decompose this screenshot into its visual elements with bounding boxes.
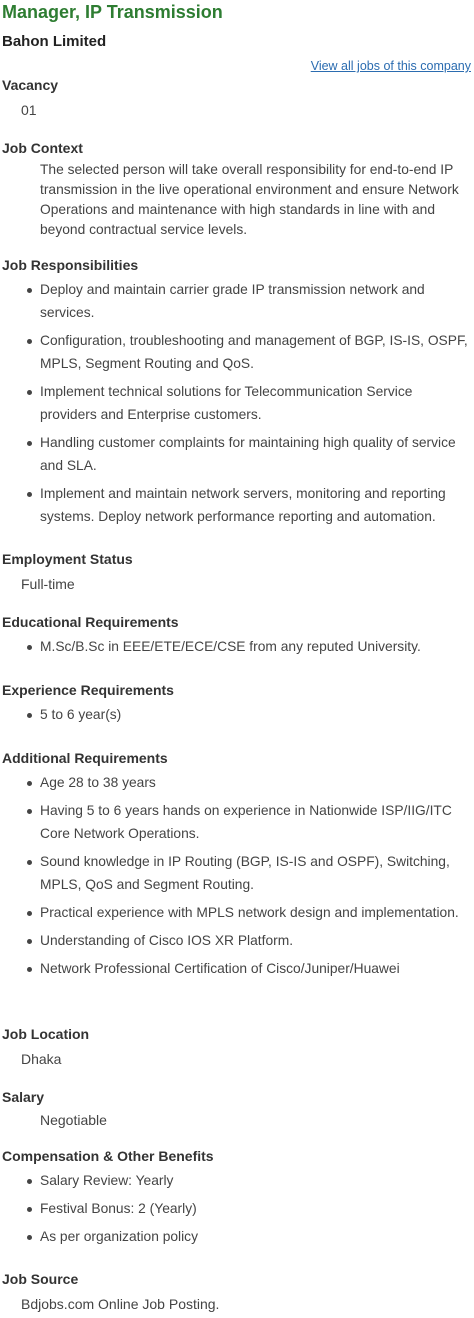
list-item: Practical experience with MPLS network design and implementation. bbox=[0, 901, 470, 924]
salary-heading: Salary bbox=[2, 1089, 45, 1105]
list-item: Having 5 to 6 years hands on experience in Nationwide ISP/IIG/ITC Core Network Operations. bbox=[0, 799, 470, 845]
additional-requirements-list bbox=[0, 771, 470, 985]
list-item: Implement and maintain network servers, monitoring and reporting systems. Deploy network performance reporting and automation. bbox=[0, 482, 470, 528]
vacancy-value: 01 bbox=[21, 102, 37, 118]
job-context-text: The selected person will take overall responsibility for end-to-end IP transmission in the live operational environment and ensure Network Operations and maintenance with high standards in line with and beyond contractual service levels. bbox=[40, 162, 459, 237]
list-item: Salary Review: Yearly bbox=[0, 1169, 470, 1192]
job-context-heading: Job Context bbox=[2, 140, 83, 156]
job-source-heading: Job Source bbox=[2, 1271, 79, 1287]
experience-requirements-list bbox=[0, 703, 470, 731]
list-item: Festival Bonus: 2 (Yearly) bbox=[0, 1197, 470, 1220]
vacancy-heading: Vacancy bbox=[2, 77, 59, 93]
job-title: Manager, IP Transmission bbox=[2, 2, 223, 22]
job-location-heading: Job Location bbox=[2, 1026, 90, 1042]
list-item: Deploy and maintain carrier grade IP transmission network and services. bbox=[0, 278, 470, 324]
list-item: Implement technical solutions for Telecommunication Service providers and Enterprise customers. bbox=[0, 380, 470, 426]
benefits-heading: Compensation & Other Benefits bbox=[2, 1148, 214, 1164]
educational-requirements-heading: Educational Requirements bbox=[2, 614, 179, 630]
list-item: Handling customer complaints for maintaining high quality of service and SLA. bbox=[0, 431, 470, 477]
list-item: 5 to 6 year(s) bbox=[0, 703, 470, 726]
benefits-list bbox=[0, 1169, 470, 1253]
list-item: Network Professional Certification of Cisco/Juniper/Huawei bbox=[0, 957, 470, 980]
list-item: M.Sc/B.Sc in EEE/ETE/ECE/CSE from any reputed University. bbox=[0, 635, 470, 658]
job-location-value: Dhaka bbox=[21, 1051, 62, 1067]
job-responsibilities-list bbox=[0, 278, 470, 533]
job-source-value: Bdjobs.com Online Job Posting. bbox=[21, 1296, 220, 1312]
additional-requirements-heading: Additional Requirements bbox=[2, 750, 168, 766]
list-item: Understanding of Cisco IOS XR Platform. bbox=[0, 929, 470, 952]
list-item: Configuration, troubleshooting and management of BGP, IS-IS, OSPF, MPLS, Segment Routing and QoS. bbox=[0, 329, 470, 375]
job-responsibilities-heading: Job Responsibilities bbox=[2, 257, 139, 273]
view-all-jobs-link[interactable]: View all jobs of this company bbox=[310, 59, 471, 73]
salary-value: Negotiable bbox=[40, 1112, 107, 1128]
employment-status-heading: Employment Status bbox=[2, 551, 133, 567]
company-name: Bahon Limited bbox=[2, 33, 107, 50]
list-item: As per organization policy bbox=[0, 1225, 470, 1248]
educational-requirements-list bbox=[0, 635, 470, 663]
list-item: Sound knowledge in IP Routing (BGP, IS-IS and OSPF), Switching, MPLS, QoS and Segment Routing. bbox=[0, 850, 470, 896]
experience-requirements-heading: Experience Requirements bbox=[2, 682, 174, 698]
employment-status-value: Full-time bbox=[21, 576, 75, 592]
list-item: Age 28 to 38 years bbox=[0, 771, 470, 794]
